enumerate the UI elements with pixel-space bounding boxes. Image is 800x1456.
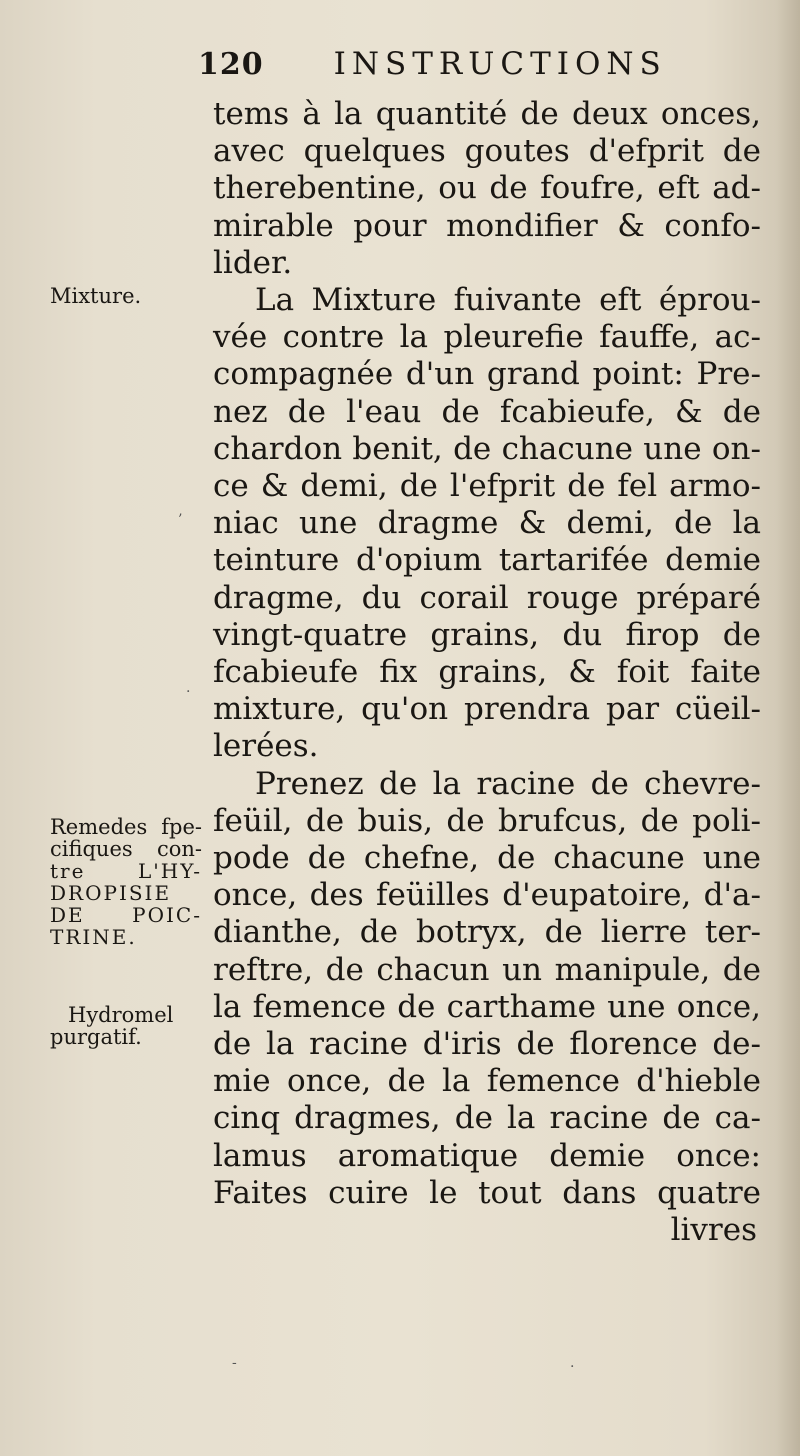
text-line: tems à la quantité de deux onces,: [213, 96, 761, 132]
text-line: once, des feüilles d'eupatoire, d'a-: [213, 877, 761, 914]
text-line: fcabieufe fix grains, & foit faite: [213, 654, 761, 691]
text-line: teinture d'opium tartarifée demie: [213, 542, 761, 579]
text-line: Faites cuire le tout dans quatre: [213, 1174, 761, 1211]
text-line: therebentine, ou de foufre, eft ad-: [213, 170, 761, 207]
text-line: ce & demi, de l'efprit de fel armo-: [213, 468, 761, 505]
text-line: dianthe, de botryx, de lierre ter-: [213, 914, 761, 951]
text-line: niac une dragme & demi, de la: [213, 505, 761, 542]
text-line: lider.: [213, 244, 293, 281]
text-line: Prenez de la racine de chevre-: [255, 765, 761, 802]
catchword: livres: [670, 1212, 757, 1249]
ink-speck: -: [232, 1355, 237, 1371]
text-line: chardon benit, de chacune une on-: [213, 430, 761, 467]
running-title: INSTRUCTIONS: [333, 46, 667, 82]
page-number: 120: [198, 47, 264, 82]
ink-speck: ’: [178, 512, 183, 528]
text-line: avec quelques goutes d'efprit de: [213, 133, 761, 170]
margin-note-line: Remedes fpe-: [50, 815, 202, 839]
margin-note-line: TRINE.: [50, 925, 137, 949]
text-line: lerées.: [213, 728, 319, 765]
margin-note-line: tre L'HY-: [50, 859, 202, 883]
text-line: La Mixture fuivante eft éprou-: [255, 282, 761, 319]
text-line: de la racine d'iris de florence de-: [213, 1026, 761, 1063]
margin-note-remedes: [50, 816, 202, 948]
text-line: lamus aromatique demie once:: [213, 1137, 761, 1174]
margin-note-line: cifiques con-: [50, 837, 202, 861]
body-text: [213, 96, 761, 1249]
ink-speck: .: [570, 1355, 575, 1371]
margin-note-line: DE POIC-: [50, 903, 202, 927]
margin-note-line: DROPISIE: [50, 881, 172, 905]
text-line: pode de chefne, de chacune une: [213, 840, 761, 877]
text-line: mixture, qu'on prendra par cüeil-: [213, 691, 761, 728]
text-line: compagnée d'un grand point: Pre-: [213, 356, 761, 393]
text-line: dragme, du corail rouge préparé: [213, 579, 761, 616]
margin-note-line: Hydromel: [68, 1003, 174, 1027]
text-line: feüil, de buis, de brufcus, de poli-: [213, 802, 761, 839]
text-line: mie once, de la femence d'hieble: [213, 1063, 761, 1100]
running-head: [198, 46, 678, 98]
text-line: cinq dragmes, de la racine de ca-: [213, 1100, 761, 1137]
margin-note-line: purgatif.: [50, 1025, 142, 1049]
text-line: vée contre la pleurefie fauffe, ac-: [213, 319, 761, 356]
margin-note-mixture: Mixture.: [50, 284, 142, 308]
text-line: vingt-quatre grains, du firop de: [213, 616, 761, 653]
text-line: mirable pour mondifier & confo-: [213, 207, 761, 244]
margin-note-hydromel: [50, 1004, 190, 1048]
text-line: la femence de carthame une once,: [213, 988, 761, 1025]
ink-speck: .: [186, 680, 191, 696]
text-line: reftre, de chacun un manipule, de: [213, 951, 761, 988]
text-line: nez de l'eau de fcabieufe, & de: [213, 393, 761, 430]
